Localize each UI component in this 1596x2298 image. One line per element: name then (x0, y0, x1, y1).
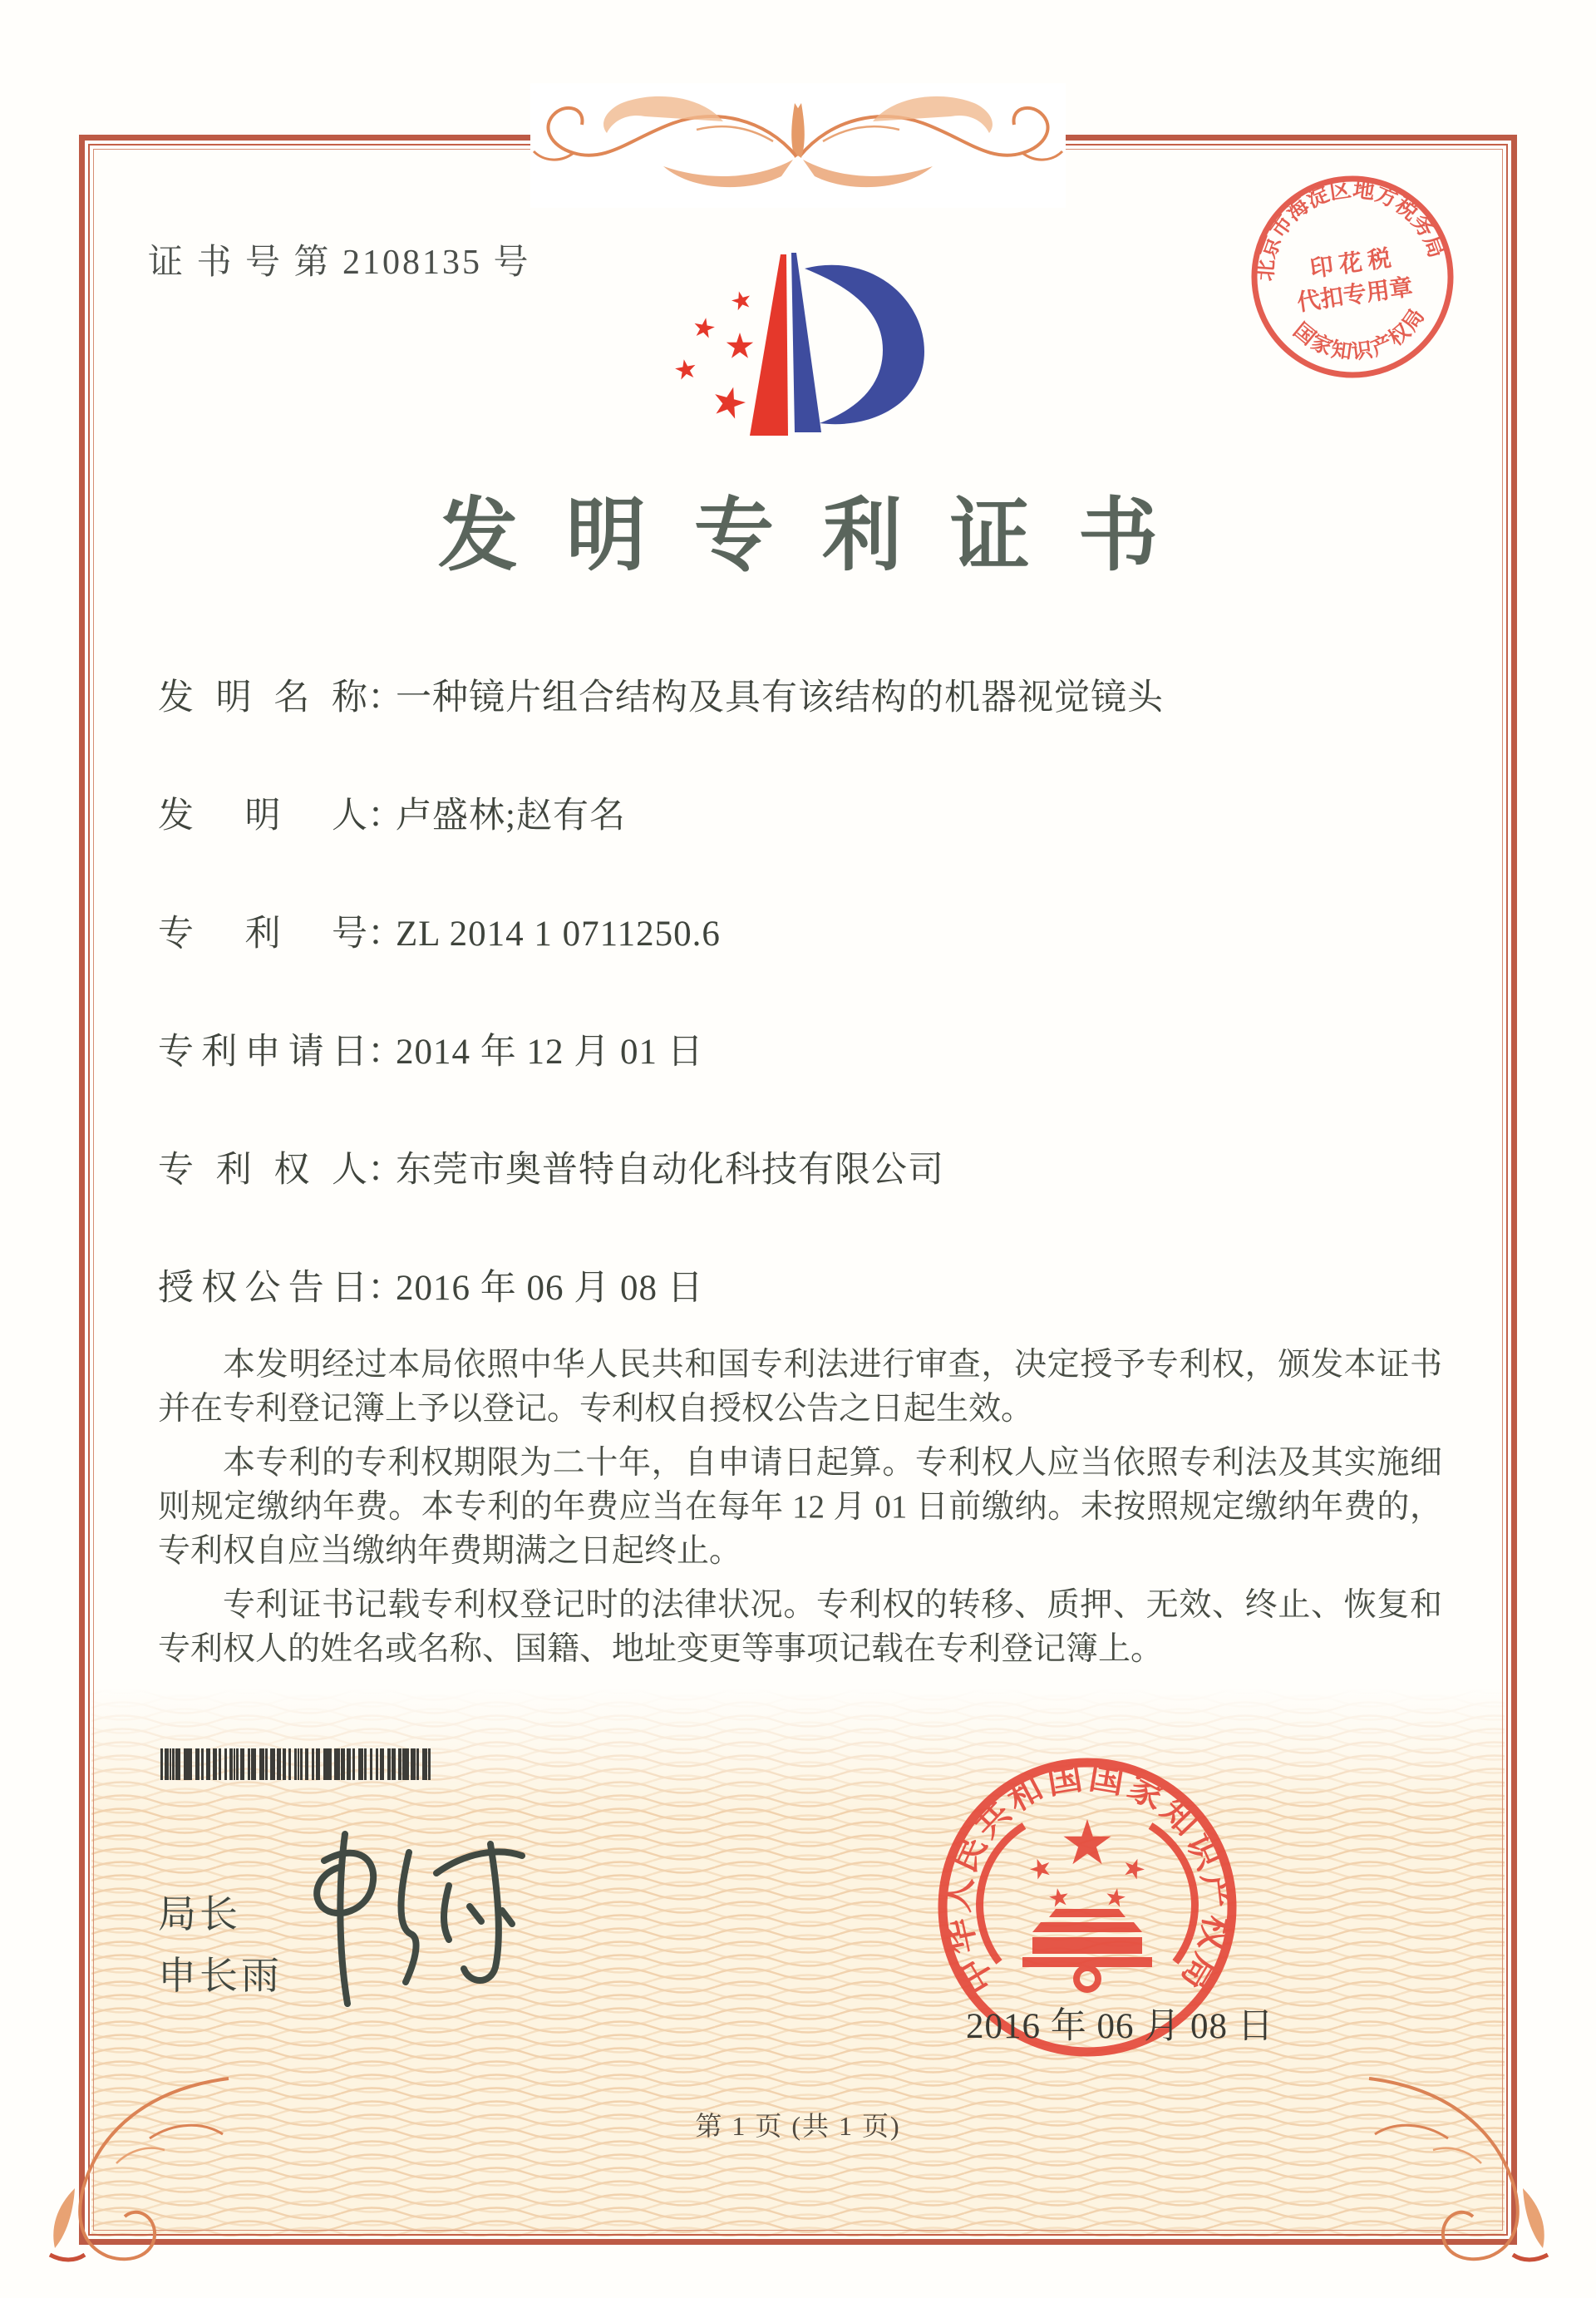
field-value: 一种镜片组合结构及具有该结构的机器视觉镜头 (396, 678, 1164, 718)
field-label: 发明名称 (158, 678, 367, 718)
page-number: 第 1 页 (共 1 页) (695, 2111, 901, 2141)
field-value: 东莞市奥普特自动化科技有限公司 (396, 1151, 944, 1190)
certificate-title: 发明专利证书 (438, 491, 1206, 580)
field-label: 授权公告日 (158, 1269, 367, 1308)
tax-stamp-bottom-text: 国家知识产权局 (1288, 303, 1431, 364)
certificate-number: 证 书 号 第 2108135 号 (148, 244, 531, 282)
field-label: 专利权人 (158, 1151, 367, 1190)
legal-text-block (158, 1343, 1442, 1681)
certificate-fields (158, 679, 1455, 1388)
field-value: 2016 年 06 月 08 日 (396, 1269, 704, 1308)
barcode (160, 1748, 431, 1780)
signer-name-label: 申长雨 (158, 1955, 283, 1997)
field-colon: ： (367, 1269, 403, 1308)
tax-stamp-top-text: 北京市海淀区地方税务局 (1253, 177, 1450, 283)
cnipa-logo-icon (657, 241, 935, 447)
field-colon: ： (367, 678, 403, 718)
body-paragraph: 专利证书记载专利权登记时的法律状况。专利权的转移、质押、无效、终止、恢复和专利权人的姓名或名称、国籍、地址变更等事项记载在专利登记簿上。 (158, 1587, 1442, 1667)
seal-ring-text: 中华人民共和国国家知识产权局 (938, 1758, 1237, 2000)
field-value: 卢盛林;赵有名 (396, 796, 626, 836)
national-emblem-icon (980, 1819, 1195, 1990)
field-row-grant-date (158, 1270, 1455, 1308)
field-row-patentee (158, 1151, 1455, 1190)
field-colon: ： (367, 1151, 403, 1190)
field-row-patent-number (158, 915, 1455, 954)
field-row-application-date (158, 1033, 1455, 1072)
field-label: 发明人 (158, 796, 367, 836)
field-value: ZL 2014 1 0711250.6 (396, 915, 721, 954)
field-row-inventor (158, 797, 1455, 836)
field-row-invention-name (158, 679, 1455, 718)
field-colon: ： (367, 796, 403, 836)
field-colon: ： (367, 915, 403, 954)
field-label: 专利申请日 (158, 1033, 367, 1072)
field-colon: ： (367, 1033, 403, 1072)
tax-stamp-seal (1240, 165, 1465, 389)
tax-stamp-line1: 印 花 税 (1308, 245, 1393, 283)
body-paragraph: 本发明经过本局依照中华人民共和国专利法进行审查，决定授予专利权，颁发本证书并在专利登记簿上予以登记。专利权自授权公告之日起生效。 (158, 1347, 1442, 1427)
signer-role-label: 局长 (158, 1893, 241, 1936)
tax-stamp-line2: 代扣专用章 (1295, 274, 1415, 317)
field-label: 专利号 (158, 915, 367, 954)
seal-date: 2016 年 06 月 08 日 (966, 2007, 1274, 2046)
body-paragraph: 本专利的专利权期限为二十年，自申请日起算。专利权人应当依照专利法及其实施细则规定缴纳年费。本专利的年费应当在每年 12 月 01 日前缴纳。未按照规定缴纳年费的，专利权自应当缴纳年费期满之日起终止。 (158, 1445, 1442, 1569)
field-value: 2014 年 12 月 01 日 (396, 1033, 704, 1072)
signature-handwriting (299, 1827, 549, 2010)
